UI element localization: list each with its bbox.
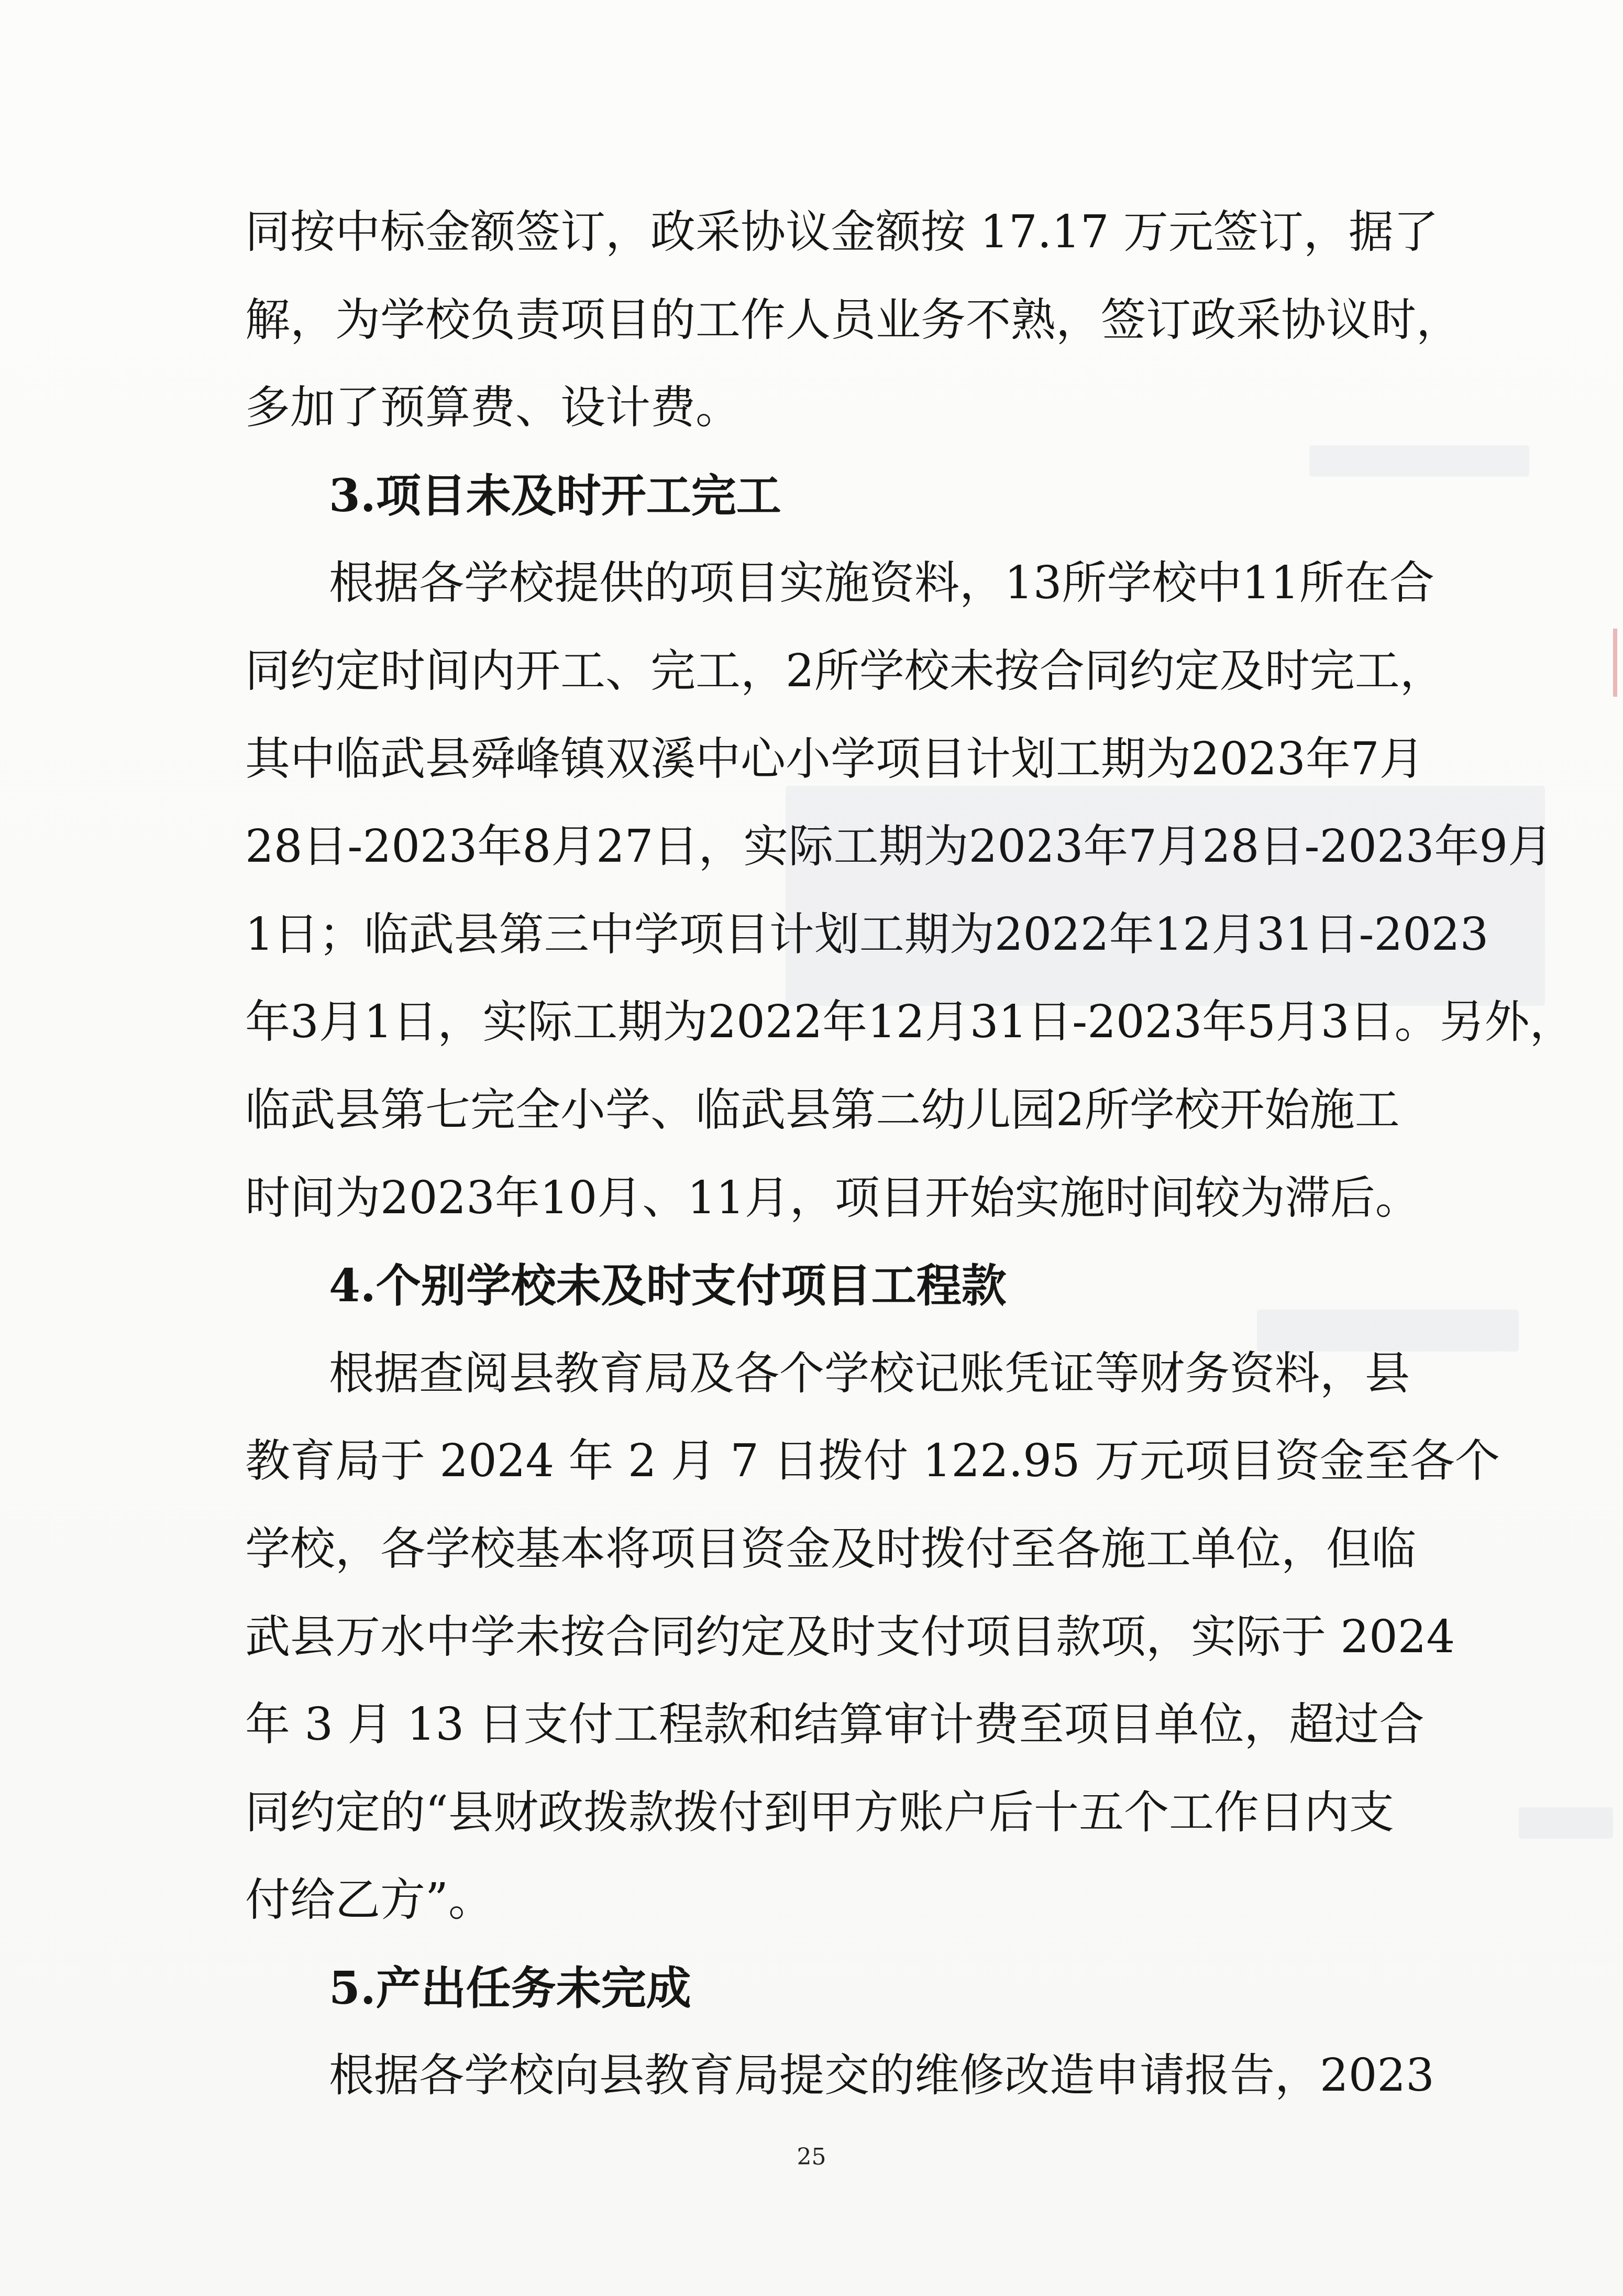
text-line: 根据各学校提供的项目实施资料，13所学校中11所在合: [329, 557, 1434, 610]
heading-text: 3.项目未及时开工完工: [329, 469, 781, 522]
paragraph-project-delay: [245, 540, 1575, 1242]
paragraph-payment: [245, 1330, 1500, 1945]
text-line: 年 3 月 13 日支付工程款和结算审计费至项目单位，超过合: [245, 1698, 1425, 1751]
paragraph-output: [245, 2032, 1434, 2120]
scan-edge-mark: [1613, 629, 1617, 697]
section-heading-4: [245, 1242, 1376, 1330]
text-line: 根据各学校向县教育局提交的维修改造申请报告，2023: [329, 2049, 1434, 2102]
text-line: 学校，各学校基本将项目资金及时拨付至各施工单位，但临: [245, 1522, 1416, 1575]
text-line: 同约定的“县财政拨款拨付到甲方账户后十五个工作日内支: [245, 1786, 1394, 1839]
heading-text: 4.个别学校未及时支付项目工程款: [329, 1259, 1007, 1313]
paragraph-contract-amount: [245, 189, 1461, 452]
text-line: 解，为学校负责项目的工作人员业务不熟，签订政采协议时，: [245, 293, 1461, 346]
body-text: [245, 189, 1575, 2120]
page-number: 25: [797, 2144, 826, 2170]
text-line: 1日；临武县第三中学项目计划工期为2022年12月31日-2023: [245, 908, 1489, 961]
text-line: 临武县第七完全小学、临武县第二幼儿园2所学校开始施工: [245, 1083, 1400, 1136]
text-line: 28日-2023年8月27日，实际工期为2023年7月28日-2023年9月: [245, 820, 1553, 873]
text-line: 根据查阅县教育局及各个学校记账凭证等财务资料，县: [329, 1347, 1410, 1400]
text-line: 时间为2023年10月、11月，项目开始实施时间较为滞后。: [245, 1171, 1420, 1224]
text-line: 付给乙方”。: [245, 1874, 493, 1927]
text-line: 其中临武县舜峰镇双溪中心小学项目计划工期为2023年7月: [245, 732, 1425, 785]
text-line: 同约定时间内开工、完工，2所学校未按合同约定及时完工，: [245, 644, 1445, 697]
text-line: 年3月1日，实际工期为2022年12月31日-2023年5月3日。另外，: [245, 996, 1575, 1049]
section-heading-5: [245, 1945, 1376, 2033]
text-line: 多加了预算费、设计费。: [245, 381, 741, 434]
section-heading-3: [245, 452, 1376, 540]
text-line: 武县万水中学未按合同约定及时支付项目款项，实际于 2024: [245, 1610, 1455, 1663]
scan-bleed-mark: [1519, 1807, 1613, 1839]
text-line: 同按中标金额签订，政采协议金额按 17.17 万元签订，据了: [245, 206, 1439, 258]
heading-text: 5.产出任务未完成: [329, 1961, 691, 2015]
text-line: 教育局于 2024 年 2 月 7 日拨付 122.95 万元项目资金至各个: [245, 1435, 1500, 1488]
